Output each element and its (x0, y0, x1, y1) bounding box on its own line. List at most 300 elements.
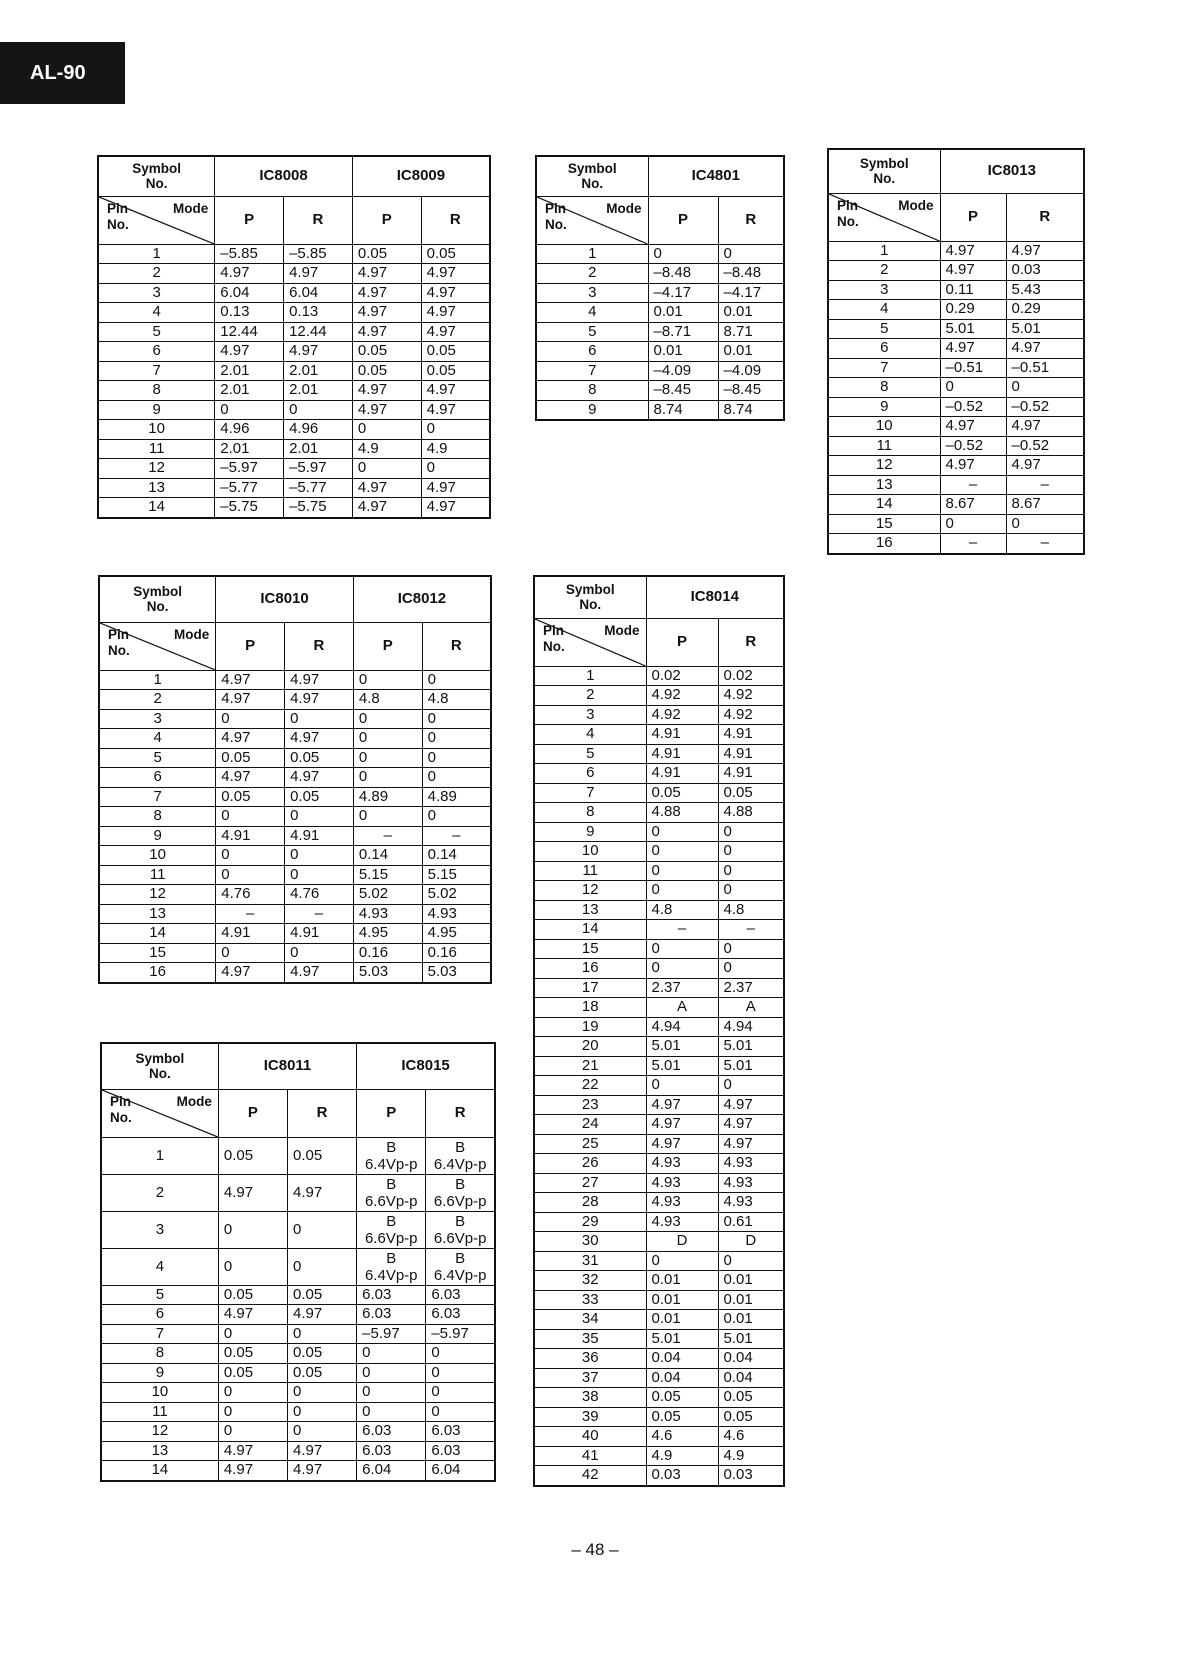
mode-header: P (353, 622, 422, 670)
table-row (534, 998, 784, 1018)
table-row (99, 846, 491, 866)
voltage-value: 0 (288, 1402, 357, 1422)
voltage-value: 4.97 (718, 1134, 784, 1154)
voltage-value: 0.05 (288, 1137, 357, 1174)
voltage-value: 0.05 (288, 1363, 357, 1383)
voltage-value: 0.05 (288, 1285, 357, 1305)
voltage-value: 0.16 (353, 943, 422, 963)
pin-number: 6 (98, 342, 215, 362)
table-row (534, 978, 784, 998)
voltage-value: 0.05 (421, 244, 490, 264)
mode-header: R (718, 196, 784, 244)
voltage-value: –0.52 (940, 397, 1006, 417)
mode-header: R (1006, 193, 1084, 241)
voltage-value: – (285, 904, 354, 924)
mode-header: P (218, 1089, 287, 1137)
symbol-label: Symbol (132, 161, 182, 177)
voltage-value: 6.03 (426, 1285, 495, 1305)
pin-number: 8 (534, 803, 646, 823)
table-row (534, 861, 784, 881)
voltage-value: 4.95 (422, 924, 491, 944)
voltage-value: 0 (426, 1383, 495, 1403)
table-row (534, 1076, 784, 1096)
voltage-value: 4.91 (285, 924, 354, 944)
ic-name-header: IC4801 (648, 156, 784, 196)
table-row (828, 280, 1084, 300)
voltage-value: 4.97 (421, 381, 490, 401)
table-row (101, 1248, 495, 1285)
voltage-value: 0 (422, 729, 491, 749)
table-row (101, 1441, 495, 1461)
voltage-value: –4.09 (718, 361, 784, 381)
table-row (828, 436, 1084, 456)
mode-header: R (284, 196, 353, 244)
voltage-value: B 6.6Vp-p (426, 1174, 495, 1211)
voltage-value: 4.97 (285, 690, 354, 710)
table-row (99, 748, 491, 768)
table-row (536, 283, 784, 303)
voltage-value: 4.97 (421, 303, 490, 323)
voltage-value: 4.89 (353, 787, 422, 807)
voltage-value: 0 (718, 939, 784, 959)
voltage-value: 4.97 (421, 322, 490, 342)
voltage-value: 4.93 (718, 1193, 784, 1213)
voltage-value: 8.67 (940, 495, 1006, 515)
voltage-value: 4.92 (718, 705, 784, 725)
voltage-value: 4.9 (718, 1446, 784, 1466)
voltage-value: 0.05 (646, 1388, 718, 1408)
voltage-value: 4.97 (718, 1095, 784, 1115)
pin-number: 4 (99, 729, 216, 749)
voltage-value: 0.05 (216, 787, 285, 807)
voltage-value: 4.97 (352, 303, 421, 323)
table-row (98, 478, 490, 498)
table-row (536, 303, 784, 323)
table-row (98, 322, 490, 342)
voltage-value: 5.01 (940, 319, 1006, 339)
voltage-value: 0 (216, 807, 285, 827)
voltage-value: 0.01 (646, 1310, 718, 1330)
voltage-value: 0 (426, 1344, 495, 1364)
voltage-value: 0 (718, 1251, 784, 1271)
table-row (828, 241, 1084, 261)
table-row (101, 1383, 495, 1403)
voltage-value: 0 (422, 670, 491, 690)
table-row (534, 1212, 784, 1232)
table-row (828, 495, 1084, 515)
voltage-value: 0 (218, 1422, 287, 1442)
pin-number: 8 (828, 378, 940, 398)
voltage-value: 5.03 (422, 963, 491, 983)
voltage-value: 0 (218, 1211, 287, 1248)
voltage-value: –5.75 (284, 498, 353, 518)
ic-name-header: IC8014 (646, 576, 784, 618)
voltage-value: 0 (718, 861, 784, 881)
pin-number: 16 (534, 959, 646, 979)
table-row (534, 764, 784, 784)
table-row (98, 361, 490, 381)
table-row (534, 725, 784, 745)
voltage-value: 4.97 (352, 322, 421, 342)
pin-number: 4 (828, 300, 940, 320)
voltage-value: 5.01 (646, 1037, 718, 1057)
voltage-value: – (718, 920, 784, 940)
voltage-value: 0.03 (718, 1466, 784, 1486)
table-ic4801 (535, 155, 785, 421)
voltage-value: 0 (940, 378, 1006, 398)
voltage-value: 0.61 (718, 1212, 784, 1232)
voltage-value: 0 (352, 459, 421, 479)
table-row (534, 1329, 784, 1349)
table-row (534, 842, 784, 862)
voltage-value: 4.91 (718, 744, 784, 764)
voltage-value: 2.37 (646, 978, 718, 998)
ic-name-header: IC8012 (353, 576, 491, 622)
voltage-value: 2.01 (284, 361, 353, 381)
voltage-value: 4.97 (421, 478, 490, 498)
voltage-value: 0.05 (218, 1137, 287, 1174)
table-row (99, 768, 491, 788)
pin-number: 29 (534, 1212, 646, 1232)
voltage-value: 4.88 (646, 803, 718, 823)
voltage-value: 4.91 (216, 924, 285, 944)
symbol-no-header (828, 149, 940, 193)
voltage-value: 5.01 (1006, 319, 1084, 339)
table-row (99, 690, 491, 710)
voltage-value: –5.97 (284, 459, 353, 479)
voltage-value: 5.02 (422, 885, 491, 905)
voltage-value: –5.75 (215, 498, 284, 518)
pin-number: 30 (534, 1232, 646, 1252)
table-row (98, 244, 490, 264)
pin-label: Pin (107, 200, 129, 216)
pin-number: 27 (534, 1173, 646, 1193)
table-row (101, 1211, 495, 1248)
voltage-value: 0 (422, 807, 491, 827)
voltage-value: 2.01 (215, 361, 284, 381)
table-row (534, 705, 784, 725)
pin-label: Pin (108, 626, 130, 642)
table-row (534, 959, 784, 979)
pin-number: 3 (534, 705, 646, 725)
voltage-value: 0 (646, 861, 718, 881)
symbol-no-header (536, 156, 648, 196)
voltage-value: 12.44 (284, 322, 353, 342)
mode-label: Mode (174, 626, 210, 642)
voltage-value: 8.74 (648, 400, 718, 420)
voltage-value: 0 (285, 709, 354, 729)
voltage-value: 4.97 (421, 264, 490, 284)
table-row (534, 920, 784, 940)
pin-number: 10 (101, 1383, 218, 1403)
table-row (828, 417, 1084, 437)
voltage-value: 4.92 (718, 686, 784, 706)
table-row (534, 1349, 784, 1369)
pin-number: 36 (534, 1349, 646, 1369)
voltage-value: 4.97 (284, 264, 353, 284)
voltage-value: 4.97 (421, 498, 490, 518)
voltage-value: –8.48 (718, 264, 784, 284)
voltage-value: 12.44 (215, 322, 284, 342)
voltage-value: 6.03 (426, 1422, 495, 1442)
voltage-value: 4.93 (353, 904, 422, 924)
voltage-value: 4.97 (1006, 339, 1084, 359)
voltage-value: – (1006, 534, 1084, 554)
ic-name-header: IC8010 (216, 576, 354, 622)
table-row (99, 924, 491, 944)
table-row (828, 378, 1084, 398)
voltage-value: 4.97 (352, 264, 421, 284)
table-row (99, 885, 491, 905)
voltage-value: 0 (646, 822, 718, 842)
ic-name-header: IC8009 (352, 156, 490, 196)
voltage-value: 0.05 (218, 1363, 287, 1383)
pin-number: 6 (99, 768, 216, 788)
voltage-value: 5.43 (1006, 280, 1084, 300)
voltage-value: 4.97 (352, 381, 421, 401)
voltage-value: 0.04 (646, 1368, 718, 1388)
pin-number: 3 (536, 283, 648, 303)
symbol-no-label: No. (149, 1066, 171, 1082)
voltage-value: 5.01 (718, 1037, 784, 1057)
voltage-value: –5.85 (284, 244, 353, 264)
pin-number: 7 (536, 361, 648, 381)
voltage-value: 4.97 (218, 1441, 287, 1461)
pin-number: 10 (828, 417, 940, 437)
pin-number: 7 (101, 1324, 218, 1344)
voltage-value: –8.48 (648, 264, 718, 284)
table-row (536, 361, 784, 381)
voltage-value: 4.8 (353, 690, 422, 710)
pin-number: 12 (99, 885, 216, 905)
voltage-value: 0 (357, 1363, 426, 1383)
pin-number: 12 (98, 459, 215, 479)
voltage-value: 5.03 (353, 963, 422, 983)
voltage-value: 2.01 (215, 381, 284, 401)
table-row (534, 1251, 784, 1271)
voltage-value: 0.13 (284, 303, 353, 323)
voltage-value: –0.51 (1006, 358, 1084, 378)
voltage-value: 0 (646, 842, 718, 862)
table-row (536, 244, 784, 264)
pin-number: 3 (99, 709, 216, 729)
mode-header: R (718, 618, 784, 666)
voltage-value: 4.97 (215, 342, 284, 362)
voltage-value: 4.97 (352, 283, 421, 303)
mode-label: Mode (176, 1093, 212, 1109)
voltage-value: 0.05 (421, 361, 490, 381)
symbol-no-label: No. (873, 171, 896, 187)
voltage-value: 0.01 (718, 342, 784, 362)
symbol-label: Symbol (133, 584, 183, 600)
pin-number: 8 (98, 381, 215, 401)
voltage-value: 0 (218, 1383, 287, 1403)
voltage-value: –0.51 (940, 358, 1006, 378)
voltage-value: 4.97 (216, 690, 285, 710)
voltage-value: 0.02 (646, 666, 718, 686)
table-row (534, 744, 784, 764)
mode-header: R (422, 622, 491, 670)
voltage-value: 2.01 (284, 439, 353, 459)
table-row (534, 822, 784, 842)
pin-number: 2 (101, 1174, 218, 1211)
voltage-value: –5.97 (426, 1324, 495, 1344)
pin-number: 2 (536, 264, 648, 284)
table-row (534, 1290, 784, 1310)
voltage-value: 4.97 (288, 1174, 357, 1211)
voltage-value: 0.01 (718, 1290, 784, 1310)
pin-mode-header (98, 196, 215, 244)
symbol-no-header (534, 576, 646, 618)
pin-number: 3 (828, 280, 940, 300)
voltage-value: 4.97 (940, 339, 1006, 359)
pin-number: 4 (101, 1248, 218, 1285)
voltage-value: 0.05 (216, 748, 285, 768)
voltage-value: 4.9 (352, 439, 421, 459)
table-row (98, 420, 490, 440)
voltage-value: 0.01 (718, 1310, 784, 1330)
pin-number: 14 (534, 920, 646, 940)
voltage-value: 4.97 (352, 478, 421, 498)
pin-label: Pin (545, 200, 567, 216)
pin-number: 4 (536, 303, 648, 323)
pin-number: 6 (828, 339, 940, 359)
pin-label: Pin (837, 197, 859, 213)
table-row (534, 939, 784, 959)
voltage-value: –8.45 (718, 381, 784, 401)
voltage-value: 0.16 (422, 943, 491, 963)
pin-number: 20 (534, 1037, 646, 1057)
table-row (828, 339, 1084, 359)
mode-header: P (352, 196, 421, 244)
pin-number: 11 (534, 861, 646, 881)
table-row (828, 300, 1084, 320)
voltage-value: 0.05 (218, 1344, 287, 1364)
table-row (101, 1174, 495, 1211)
table-row (534, 1388, 784, 1408)
pin-number: 41 (534, 1446, 646, 1466)
voltage-value: 0.05 (352, 244, 421, 264)
pin-number: 26 (534, 1154, 646, 1174)
voltage-value: 4.97 (646, 1115, 718, 1135)
voltage-value: B 6.6Vp-p (357, 1174, 426, 1211)
pin-mode-header (536, 196, 648, 244)
voltage-value: 4.96 (215, 420, 284, 440)
voltage-value: – (646, 920, 718, 940)
pin-number: 2 (534, 686, 646, 706)
voltage-value: 4.94 (718, 1017, 784, 1037)
voltage-value: 4.97 (285, 670, 354, 690)
table-row (101, 1305, 495, 1325)
voltage-value: –5.77 (215, 478, 284, 498)
voltage-value: 0 (284, 400, 353, 420)
table-row (534, 1407, 784, 1427)
voltage-value: 0 (646, 959, 718, 979)
pin-number: 10 (99, 846, 216, 866)
pin-number: 9 (98, 400, 215, 420)
voltage-value: –0.52 (1006, 397, 1084, 417)
voltage-value: 4.97 (284, 342, 353, 362)
voltage-value: 4.89 (422, 787, 491, 807)
pin-number: 15 (534, 939, 646, 959)
pin-number: 6 (536, 342, 648, 362)
table-row (828, 261, 1084, 281)
pin-number: 6 (534, 764, 646, 784)
pin-number: 25 (534, 1134, 646, 1154)
pin-mode-header (99, 622, 216, 670)
table-row (534, 1232, 784, 1252)
table-row (534, 686, 784, 706)
voltage-value: 4.97 (285, 729, 354, 749)
pin-number: 13 (101, 1441, 218, 1461)
voltage-value: 2.01 (284, 381, 353, 401)
table-row (534, 803, 784, 823)
voltage-value: 4.8 (646, 900, 718, 920)
table-row (534, 1115, 784, 1135)
voltage-value: 4.76 (216, 885, 285, 905)
voltage-value: 0 (285, 865, 354, 885)
voltage-value: 4.92 (646, 705, 718, 725)
voltage-value: 0 (352, 420, 421, 440)
pin-number: 38 (534, 1388, 646, 1408)
table-ic8013 (827, 148, 1085, 555)
voltage-value: 6.03 (357, 1441, 426, 1461)
voltage-value: 0 (288, 1324, 357, 1344)
voltage-value: 0.03 (1006, 261, 1084, 281)
pin-number: 7 (99, 787, 216, 807)
voltage-value: 0 (718, 842, 784, 862)
voltage-value: 2.01 (215, 439, 284, 459)
pin-number: 8 (536, 381, 648, 401)
voltage-value: 4.91 (285, 826, 354, 846)
pin-number: 18 (534, 998, 646, 1018)
voltage-value: 4.97 (288, 1441, 357, 1461)
mode-label: Mode (898, 197, 934, 213)
pin-number: 13 (98, 478, 215, 498)
voltage-value: 6.03 (426, 1305, 495, 1325)
pin-number: 31 (534, 1251, 646, 1271)
voltage-value: 0 (357, 1402, 426, 1422)
table-row (534, 1271, 784, 1291)
table-row (98, 381, 490, 401)
voltage-value: 4.88 (718, 803, 784, 823)
pin-label: Pin (110, 1093, 132, 1109)
voltage-value: 0 (646, 1076, 718, 1096)
voltage-value: –4.17 (718, 283, 784, 303)
table-row (536, 342, 784, 362)
voltage-value: 0.01 (646, 1290, 718, 1310)
table-row (534, 1193, 784, 1213)
voltage-value: 6.04 (357, 1461, 426, 1481)
pin-number: 11 (98, 439, 215, 459)
voltage-value: 0 (353, 729, 422, 749)
voltage-value: 0 (353, 768, 422, 788)
voltage-value: B 6.4Vp-p (357, 1248, 426, 1285)
pin-number: 4 (534, 725, 646, 745)
pin-number: 11 (101, 1402, 218, 1422)
mode-header: R (426, 1089, 495, 1137)
voltage-value: 0 (353, 807, 422, 827)
voltage-value: 5.02 (353, 885, 422, 905)
table-row (99, 787, 491, 807)
voltage-value: 0.05 (352, 342, 421, 362)
table-row (534, 1427, 784, 1447)
voltage-value: 0.29 (940, 300, 1006, 320)
table-row (536, 264, 784, 284)
voltage-value: 0.05 (218, 1285, 287, 1305)
pin-no-label: No. (108, 642, 130, 658)
pin-number: 2 (98, 264, 215, 284)
